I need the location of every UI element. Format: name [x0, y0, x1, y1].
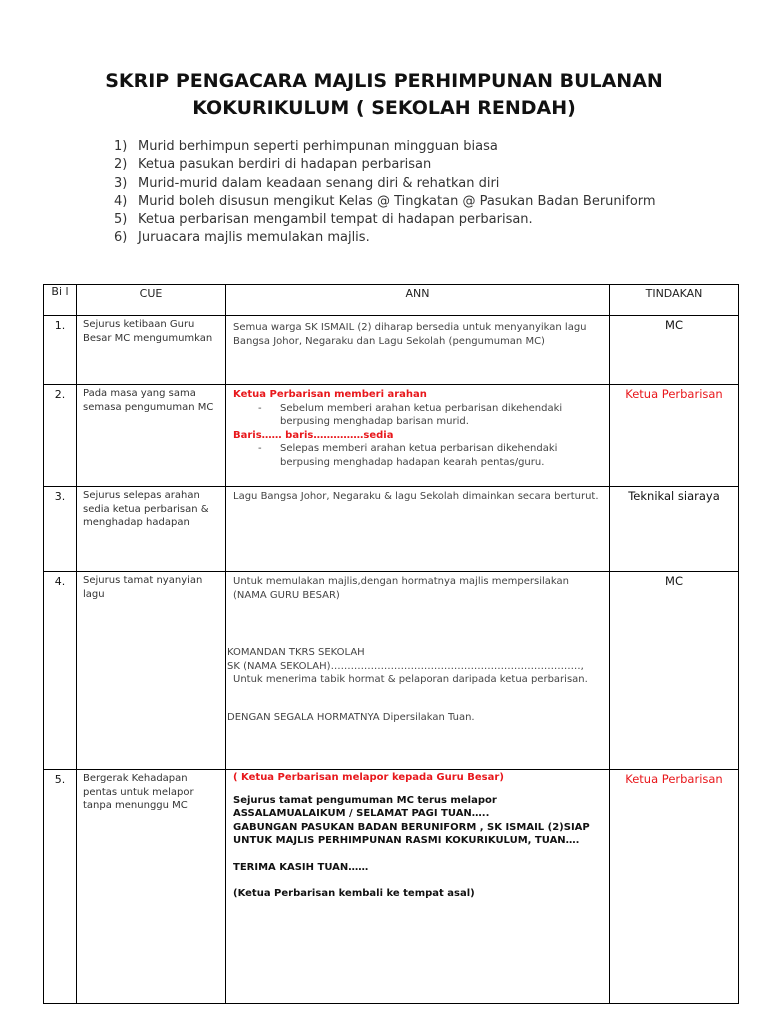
step-number: 3)	[114, 175, 128, 191]
row-number: 4.	[44, 572, 77, 770]
dash-mark: -	[258, 443, 262, 454]
step-item	[114, 156, 656, 174]
step-item	[114, 175, 656, 193]
ann-cell: Semua warga SK ISMAIL (2) diharap bersedia untuk menyanyikan lagu Bangsa Johor, Negaraku dan Lagu Sekolah (pengumuman MC)	[226, 316, 610, 385]
step-number: 1)	[114, 139, 128, 154]
ann-bullet	[258, 402, 603, 429]
steps-list	[114, 138, 656, 248]
ann-line: SK (NAMA SEKOLAH)…………………………………………………………………,	[227, 660, 584, 672]
ann-heading: ( Ketua Perbarisan melapor kepada Guru Besar)	[233, 772, 504, 783]
step-item	[114, 229, 656, 247]
ann-line: TERIMA KASIH TUAN……	[233, 861, 369, 873]
script-table	[43, 284, 739, 1004]
step-text: Murid boleh disusun mengikut Kelas @ Tingkatan @ Pasukan Badan Beruniform	[138, 193, 656, 209]
table-row	[44, 487, 739, 572]
ann-bullet	[258, 442, 603, 469]
title-line-2: KOKURIKULUM ( SEKOLAH RENDAH)	[192, 97, 576, 119]
row-number: 2.	[44, 385, 77, 487]
table-row	[44, 385, 739, 487]
ann-cell	[226, 770, 610, 1004]
ann-line: KOMANDAN TKRS SEKOLAH	[227, 647, 365, 658]
table-row	[44, 770, 739, 1004]
action-cell: MC	[610, 316, 739, 385]
ann-line: ASSALAMUALAIKUM / SELAMAT PAGI TUAN…..	[233, 808, 490, 819]
document-title	[0, 68, 768, 122]
action-cell: Teknikal siaraya	[610, 487, 739, 572]
table-row	[44, 572, 739, 770]
ann-heading: Ketua Perbarisan memberi arahan	[233, 389, 427, 400]
action-cell: Ketua Perbarisan	[610, 385, 739, 487]
action-cell: Ketua Perbarisan	[610, 770, 739, 1004]
cue-cell: Sejurus selepas arahan sedia ketua perbarisan & menghadap hadapan	[77, 487, 226, 572]
header-action: TINDAKAN	[610, 285, 739, 316]
table-row	[44, 316, 739, 385]
ann-line: (Ketua Perbarisan kembali ke tempat asal)	[233, 888, 475, 899]
step-text: Ketua pasukan berdiri di hadapan perbarisan	[138, 157, 432, 173]
ann-bullet-text: Sebelum memberi arahan ketua perbarisan dikehendaki berpusing menghadap barisan murid.	[280, 402, 563, 427]
row-number: 3.	[44, 487, 77, 572]
ann-line: GABUNGAN PASUKAN BADAN BERUNIFORM , SK ISMAIL (2)SIAP UNTUK MAJLIS PERHIMPUNAN RASMI KOKURIKULUM, TUAN….	[233, 821, 590, 846]
row-number: 5.	[44, 770, 77, 1004]
cue-cell: Pada masa yang sama semasa pengumuman MC	[77, 385, 226, 487]
step-item	[114, 193, 656, 211]
header-ann: ANN	[226, 285, 610, 316]
ann-cell: Lagu Bangsa Johor, Negaraku & lagu Sekolah dimainkan secara berturut.	[226, 487, 610, 572]
cue-cell: Bergerak Kehadapan pentas untuk melapor tanpa menunggu MC	[77, 770, 226, 1004]
ann-line: Untuk memulakan majlis,dengan hormatnya majlis mempersilakan (NAMA GURU BESAR)	[233, 576, 570, 601]
row-number: 1.	[44, 316, 77, 385]
step-number: 5)	[114, 212, 128, 228]
step-number: 2)	[114, 157, 128, 173]
table-header-row	[44, 285, 739, 316]
action-cell: MC	[610, 572, 739, 770]
step-text: Juruacara majlis memulakan majlis.	[138, 230, 370, 246]
ann-line: Sejurus tamat pengumuman MC terus melapor	[233, 794, 497, 806]
step-number: 6)	[114, 230, 128, 246]
ann-cell	[226, 385, 610, 487]
dash-mark: -	[258, 402, 262, 414]
header-bil: Bi l	[44, 285, 77, 316]
ann-cell	[226, 572, 610, 770]
step-item	[114, 211, 656, 229]
step-text: Murid-murid dalam keadaan senang diri & rehatkan diri	[138, 175, 500, 191]
header-cue: CUE	[77, 285, 226, 316]
step-number: 4)	[114, 193, 128, 209]
step-text: Murid berhimpun seperti perhimpunan mingguan biasa	[138, 139, 498, 154]
step-item	[114, 138, 656, 156]
step-text: Ketua perbarisan mengambil tempat di hadapan perbarisan.	[138, 212, 533, 228]
ann-command: Baris…… baris……………sedia	[233, 429, 394, 441]
cue-cell: Sejurus tamat nyanyian lagu	[77, 572, 226, 770]
ann-bullet-text: Selepas memberi arahan ketua perbarisan dikehendaki berpusing menghadap hadapan kearah pentas/guru.	[280, 443, 558, 468]
title-line-1: SKRIP PENGACARA MAJLIS PERHIMPUNAN BULANAN	[105, 70, 663, 92]
cue-cell: Sejurus ketibaan Guru Besar MC mengumumkan	[77, 316, 226, 385]
ann-line: DENGAN SEGALA HORMATNYA Dipersilakan Tuan.	[227, 711, 475, 723]
ann-line: Untuk menerima tabik hormat & pelaporan daripada ketua perbarisan.	[233, 674, 588, 685]
